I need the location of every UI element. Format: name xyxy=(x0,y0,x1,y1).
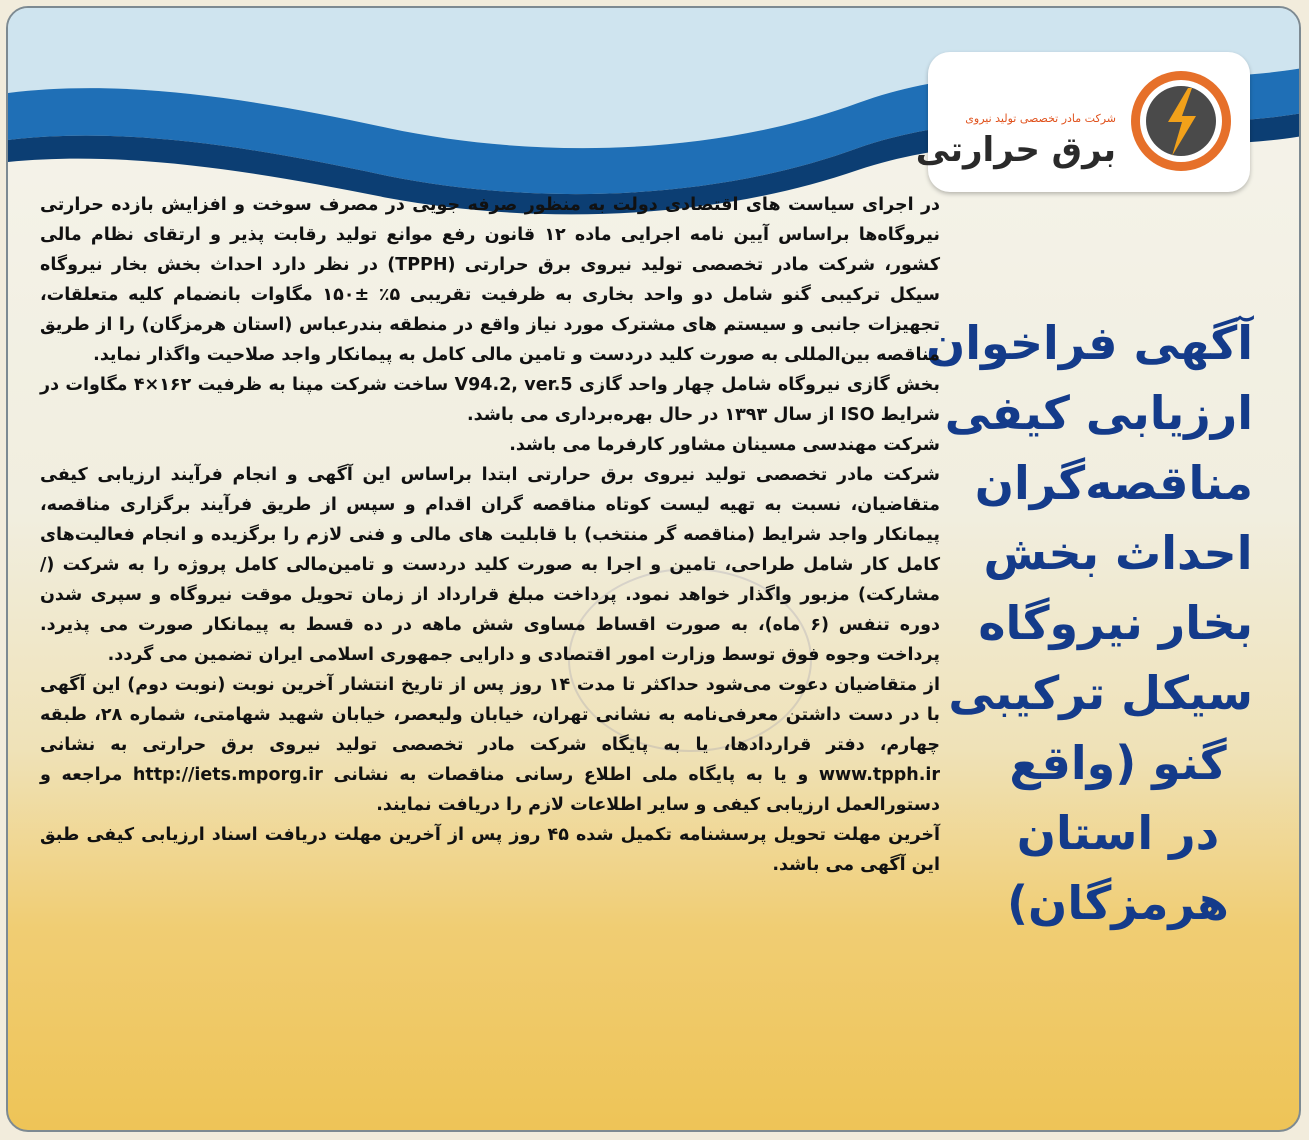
body-paragraph: شرکت مادر تخصصی تولید نیروی برق حرارتی ابتدا براساس این آگهی و انجام فرآیند ارزیابی کیفی متقاضیان، نسبت به تهیه لیست کوتاه مناقصه گران اقدام و سپس از طریق فرآیند برگزاری مناقصه، پیمانکار واجد شرایط (مناقصه گر منتخب) با قابلیت های مالی و فنی لازم را برگزیده و انجام فعالیت‌های کامل کار شامل طراحی، تامین و اجرا به صورت کلید دردست و تامین‌مالی کامل پروژه را به شرکت (/مشارکت) مزبور واگذار خواهد نمود. پرداخت مبلغ قرارداد از زمان تحویل موقت نیروگاه و سپری شدن دوره تنفس (۶ ماه)، به صورت اقساط مساوی شش ماهه در ده قسط به پیمانکار صورت می پذیرد. پرداخت وجوه فوق توسط وزارت امور اقتصادی و دارایی جمهوری اسلامی ایران تضمین می گردد. xyxy=(40,465,940,665)
title-line: احداث بخش xyxy=(983,526,1253,580)
body-paragraph: در اجرای سیاست های اقتصادی دولت به منظور صرفه جویی در مصرف سوخت و افزایش بازده حرارتی نیروگاه‌ها براساس آیین نامه اجرایی ماده ۱۲ قانون رفع موانع تولید رقابت پذیر و ارتقای نظام مالی کشور، شرکت مادر تخصصی تولید نیروی برق حرارتی (TPPH) در نظر دارد احداث بخش بخار نیروگاه سیکل ترکیبی گنو شامل دو واحد بخاری به ظرفیت تقریبی ۵٪ ±۱۵۰ مگاوات بانضمام کلیه متعلقات، تجهیزات جانبی و سیستم های مشترک مورد نیاز واقع در منطقه بندرعباس (استان هرمزگان) را از طریق مناقصه بین‌المللی به صورت کلید دردست و تامین مالی کامل به پیمانکار واجد صلاحیت واگذار نماید. xyxy=(40,195,941,365)
ad-body xyxy=(40,190,940,880)
body-paragraph: آخرین مهلت تحویل پرسشنامه تکمیل شده ۴۵ روز پس از آخرین مهلت دریافت اسناد ارزیابی کیفی طبق این آگهی می باشد. xyxy=(40,825,940,875)
title-line: مناقصه‌گران xyxy=(974,456,1253,510)
body-paragraph: از متقاضیان دعوت می‌شود حداکثر تا مدت ۱۴ روز پس از تاریخ انتشار آخرین نوبت (نوبت دوم) این آگهی با در دست داشتن معرفی‌نامه به نشانی تهران، خیابان ولیعصر، خیابان شهید شهامتی، شماره ۲۸، طبقه چهارم، دفتر قراردادها، یا به پایگاه شرکت مادر تخصصی تولید نیروی برق حرارتی به نشانی www.tpph.ir و یا به پایگاه ملی اطلاع رسانی مناقصات به نشانی http://iets.mporg.ir مراجعه و دستورالعمل ارزیابی کیفی و سایر اطلاعات لازم را دریافت نمایند. xyxy=(40,675,941,815)
title-line: بخار نیروگاه xyxy=(978,596,1253,650)
logo-subtitle: شرکت مادر تخصصی تولید نیروی xyxy=(965,112,1116,125)
logo xyxy=(915,52,1250,192)
logo-name: برق حرارتی xyxy=(915,130,1116,170)
title-line: در استان xyxy=(1016,806,1220,860)
title-line: گنو (واقع xyxy=(1009,736,1227,790)
advertisement-frame xyxy=(6,6,1301,1132)
ad-title xyxy=(926,308,1253,938)
title-line: آگهی فراخوان xyxy=(926,316,1253,370)
title-line: هرمزگان) xyxy=(1007,876,1229,930)
lightning-emblem-icon xyxy=(1126,66,1236,176)
title-line: سیکل ترکیبی xyxy=(948,666,1253,720)
body-paragraph: بخش گازی نیروگاه شامل چهار واحد گازی V94.2, ver.5 ساخت شرکت مپنا به ظرفیت ۱۶۲×۴ مگاوات در شرایط ISO از سال ۱۳۹۳ در حال بهره‌برداری می باشد. xyxy=(40,375,940,425)
title-line: ارزیابی کیفی xyxy=(944,386,1253,440)
body-paragraph: شرکت مهندسی مسینان مشاور کارفرما می باشد. xyxy=(509,435,940,455)
